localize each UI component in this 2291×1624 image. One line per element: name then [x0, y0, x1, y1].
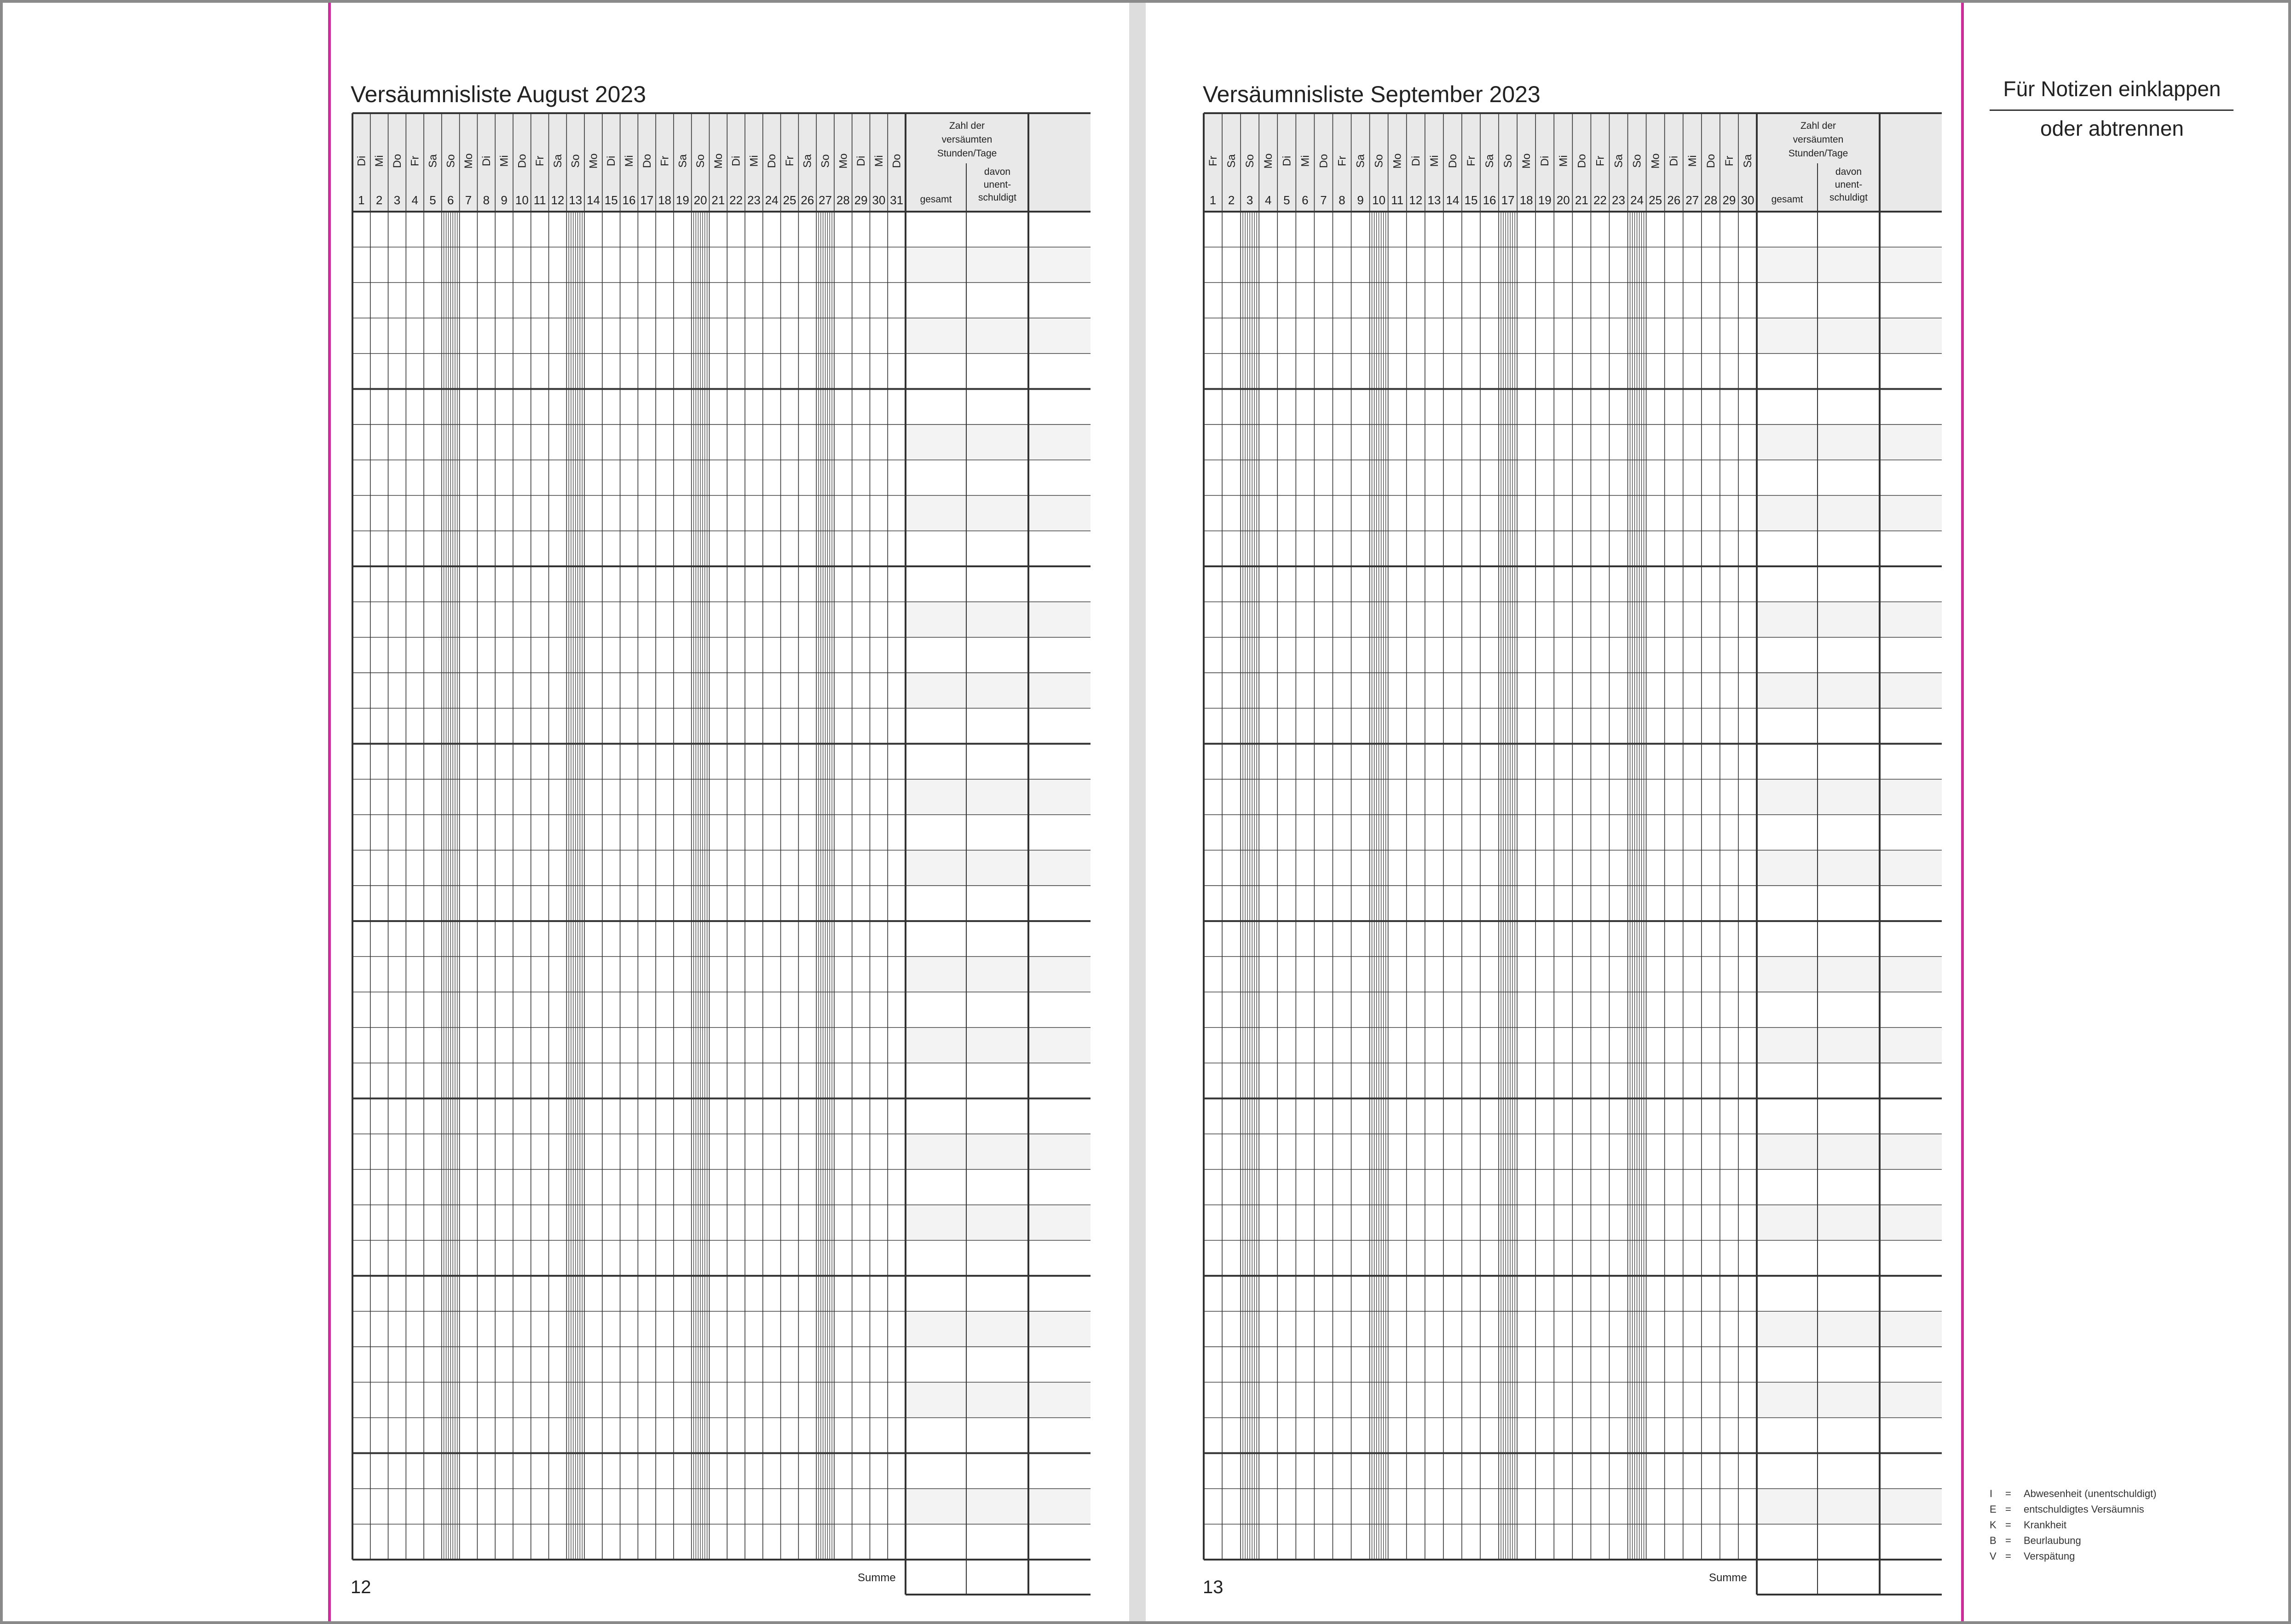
weekday-label: Mo — [587, 153, 600, 169]
weekday-label: Mo — [462, 153, 475, 169]
date-label: 25 — [783, 193, 796, 207]
date-label: 27 — [1685, 193, 1699, 207]
weekday-label: Mi — [623, 155, 635, 167]
date-label: 16 — [1483, 193, 1496, 207]
zebra-row — [1757, 1489, 1942, 1524]
date-label: 3 — [1246, 193, 1253, 207]
weekday-label: Mo — [1520, 153, 1533, 169]
weekday-label: So — [569, 154, 582, 168]
legend-row: V = Verspätung — [1990, 1550, 2075, 1562]
notes-divider — [1990, 109, 2233, 111]
weekday-label: Di — [730, 155, 743, 167]
left-page-title: Versäumnisliste August 2023 — [351, 81, 646, 107]
total-label: gesamt — [1771, 194, 1803, 205]
weekday-label: So — [1631, 154, 1644, 168]
date-label: 16 — [622, 193, 636, 207]
weekday-label: Fr — [783, 155, 796, 167]
date-label: 21 — [1575, 193, 1588, 207]
weekday-label: Mi — [748, 155, 761, 167]
weekday-label: Fr — [1207, 155, 1220, 167]
zebra-row — [1757, 1027, 1942, 1063]
weekday-label: Mo — [1649, 153, 1662, 169]
date-label: 10 — [1372, 193, 1386, 207]
totals-group-label: versäumten — [1793, 134, 1844, 145]
weekday-label: Do — [391, 154, 404, 168]
weekday-label: So — [1244, 154, 1257, 168]
weekday-label: Di — [855, 155, 868, 167]
date-label: 10 — [515, 193, 529, 207]
notes-heading-line1: Für Notizen einklappen — [2003, 77, 2221, 101]
weekday-label: Mi — [872, 155, 885, 167]
date-label: 30 — [1741, 193, 1754, 207]
date-label: 9 — [501, 193, 508, 207]
legend-row: E = entschuldigtes Versäumnis — [1990, 1503, 2144, 1515]
zebra-row — [1757, 495, 1942, 531]
date-label: 30 — [872, 193, 886, 207]
total-label: gesamt — [920, 194, 952, 205]
totals-group-label: Zahl der — [1800, 121, 1836, 131]
date-label: 9 — [1357, 193, 1364, 207]
date-label: 25 — [1649, 193, 1662, 207]
weekday-label: Sa — [1612, 154, 1625, 168]
weekday-label: Do — [766, 154, 779, 168]
weekday-label: Mo — [837, 153, 850, 169]
weekday-label: Mo — [712, 153, 725, 169]
weekday-label: Di — [355, 155, 368, 167]
zebra-row — [1757, 602, 1942, 637]
weekday-label: Di — [1409, 155, 1422, 167]
date-label: 18 — [658, 193, 672, 207]
totals-group-label: Stunden/Tage — [937, 148, 997, 159]
date-label: 15 — [604, 193, 618, 207]
unexcused-label: davon — [1835, 167, 1862, 177]
unexcused-label: schuldigt — [1829, 192, 1868, 203]
weekday-label: Do — [1317, 154, 1330, 168]
weekday-label: Fr — [1465, 155, 1477, 167]
date-label: 4 — [411, 193, 418, 207]
date-label: 2 — [375, 193, 383, 207]
zebra-row — [1757, 779, 1942, 815]
left-summe-label: Summe — [858, 1572, 896, 1584]
date-label: 4 — [1264, 193, 1272, 207]
weekday-label: Mi — [1299, 155, 1312, 167]
unexcused-label: unent- — [1835, 179, 1863, 190]
weekday-label: Fr — [1594, 155, 1607, 167]
weekday-label: Fr — [1336, 155, 1349, 167]
weekday-label: Do — [1446, 154, 1459, 168]
notes-heading-line2: oder abtrennen — [2040, 116, 2184, 140]
weekday-label: Mi — [1557, 155, 1570, 167]
unexcused-label: davon — [984, 167, 1011, 177]
weekday-label: So — [694, 154, 707, 168]
date-label: 14 — [586, 193, 600, 207]
date-label: 2 — [1228, 193, 1235, 207]
date-label: 1 — [358, 193, 365, 207]
date-label: 6 — [1302, 193, 1309, 207]
date-label: 24 — [1630, 193, 1644, 207]
weekday-label: Di — [605, 155, 618, 167]
legend-row: I = Abwesenheit (unentschuldigt) — [1990, 1488, 2157, 1499]
weekday-label: Mi — [373, 155, 386, 167]
legend-row: K = Krankheit — [1990, 1519, 2066, 1531]
weekday-label: Di — [1668, 155, 1680, 167]
date-label: 29 — [854, 193, 868, 207]
date-label: 19 — [675, 193, 689, 207]
weekday-label: So — [1373, 154, 1385, 168]
weekday-label: Mi — [498, 155, 511, 167]
date-label: 12 — [551, 193, 565, 207]
date-label: 17 — [640, 193, 654, 207]
date-label: 31 — [890, 193, 904, 207]
weekday-label: Fr — [658, 155, 671, 167]
zebra-row — [1757, 1205, 1942, 1240]
date-label: 20 — [1556, 193, 1570, 207]
weekday-label: Do — [641, 154, 653, 168]
weekday-label: Sa — [551, 154, 564, 168]
weekday-label: Mo — [1262, 153, 1275, 169]
date-label: 29 — [1722, 193, 1736, 207]
date-label: 3 — [393, 193, 401, 207]
right-summe-label: Summe — [1709, 1572, 1747, 1584]
totals-group-label: Stunden/Tage — [1788, 148, 1848, 159]
date-label: 22 — [1593, 193, 1607, 207]
weekday-label: Di — [1281, 155, 1293, 167]
date-label: 22 — [729, 193, 743, 207]
weekday-label: Sa — [801, 154, 814, 168]
weekday-label: Mi — [1686, 155, 1699, 167]
date-label: 20 — [693, 193, 707, 207]
date-label: 7 — [465, 193, 472, 207]
date-label: 24 — [765, 193, 779, 207]
date-label: 13 — [569, 193, 583, 207]
weekday-label: Do — [1704, 154, 1717, 168]
zebra-row — [1757, 318, 1942, 353]
weekday-label: So — [444, 154, 457, 168]
weekday-label: Sa — [1354, 154, 1367, 168]
weekday-label: Do — [1575, 154, 1588, 168]
zebra-row — [1757, 1382, 1942, 1417]
weekday-label: Fr — [409, 155, 421, 167]
date-label: 17 — [1501, 193, 1515, 207]
right-page-title: Versäumnisliste September 2023 — [1203, 81, 1541, 107]
date-label: 11 — [1391, 193, 1404, 207]
date-label: 23 — [747, 193, 761, 207]
date-label: 27 — [819, 193, 832, 207]
date-label: 19 — [1538, 193, 1552, 207]
date-label: 14 — [1446, 193, 1460, 207]
weekday-label: Sa — [427, 154, 439, 168]
weekday-label: Do — [890, 154, 903, 168]
zebra-row — [1757, 1311, 1942, 1347]
date-label: 8 — [483, 193, 490, 207]
weekday-label: Fr — [534, 155, 547, 167]
zebra-row — [1757, 425, 1942, 460]
date-label: 26 — [1667, 193, 1681, 207]
date-label: 28 — [1704, 193, 1718, 207]
date-label: 6 — [447, 193, 454, 207]
date-label: 1 — [1209, 193, 1217, 207]
weekday-label: Sa — [1483, 154, 1496, 168]
date-label: 18 — [1519, 193, 1533, 207]
weekday-label: Do — [516, 154, 529, 168]
weekday-label: So — [819, 154, 832, 168]
totals-group-label: Zahl der — [949, 121, 985, 131]
zebra-row — [1757, 850, 1942, 886]
zebra-row — [1757, 1134, 1942, 1169]
date-label: 7 — [1320, 193, 1327, 207]
date-label: 5 — [429, 193, 436, 207]
left-page-number: 12 — [351, 1577, 371, 1597]
date-label: 5 — [1283, 193, 1290, 207]
unexcused-label: unent- — [983, 179, 1011, 190]
weekday-label: Sa — [1741, 154, 1754, 168]
legend — [1990, 1486, 2157, 1564]
weekday-label: Fr — [1723, 155, 1736, 167]
weekday-label: Sa — [676, 154, 689, 168]
weekday-label: Di — [1539, 155, 1552, 167]
date-label: 11 — [533, 193, 546, 207]
date-label: 26 — [801, 193, 814, 207]
weekday-label: Di — [480, 155, 493, 167]
right-page-number: 13 — [1203, 1577, 1223, 1597]
legend-row: B = Beurlaubung — [1990, 1535, 2081, 1546]
date-label: 13 — [1427, 193, 1441, 207]
totals-group-label: versäumten — [941, 134, 993, 145]
unexcused-label: schuldigt — [978, 192, 1016, 203]
weekday-label: So — [1502, 154, 1515, 168]
weekday-label: Mo — [1391, 153, 1404, 169]
weekday-label: Sa — [1225, 154, 1238, 168]
date-label: 8 — [1339, 193, 1345, 207]
date-label: 12 — [1409, 193, 1423, 207]
zebra-row — [1757, 956, 1942, 992]
date-label: 21 — [711, 193, 725, 207]
zebra-row — [1757, 247, 1942, 282]
date-label: 23 — [1612, 193, 1625, 207]
date-label: 28 — [836, 193, 850, 207]
date-label: 15 — [1464, 193, 1478, 207]
zebra-row — [1757, 673, 1942, 708]
weekday-label: Mi — [1428, 155, 1441, 167]
